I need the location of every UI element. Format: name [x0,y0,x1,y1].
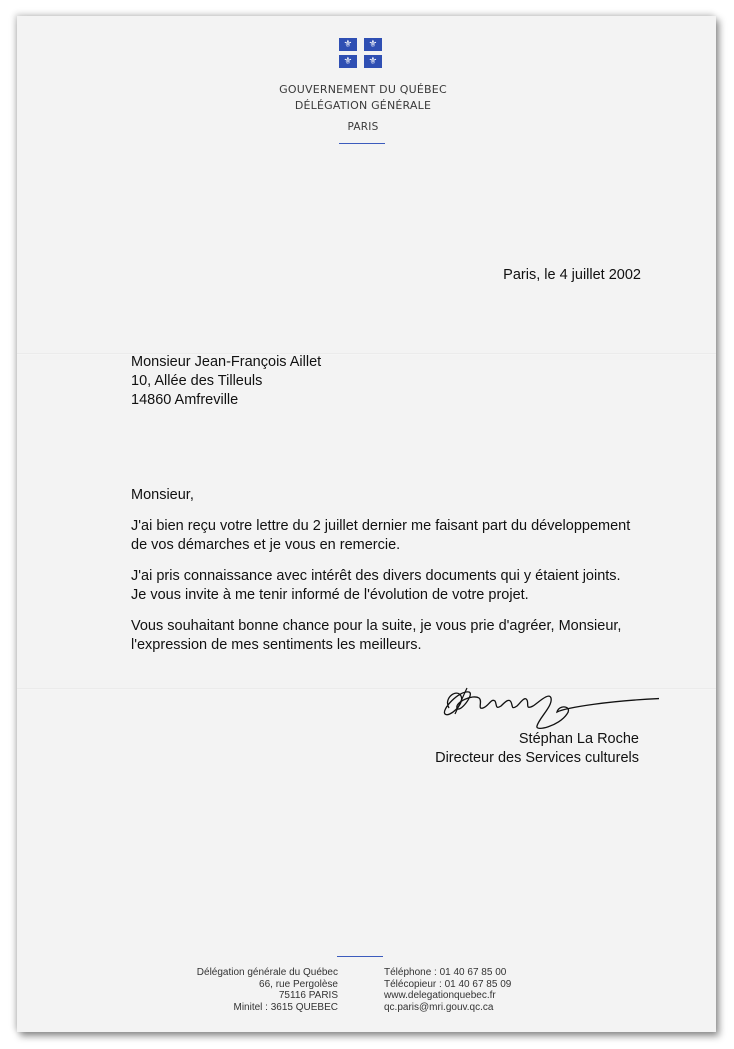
paragraph [131,517,630,555]
signature-block [435,730,639,768]
letter-body [131,486,630,667]
handwritten-signature [439,668,659,730]
signer-title: Directeur des Services culturels [435,750,639,766]
footer-line: 66, rue Pergolèse [259,978,338,990]
line: J'ai bien reçu votre lettre du 2 juillet dernier me faisant part du développement [131,518,631,534]
recipient-name: Monsieur Jean-François Aillet [131,354,322,370]
letterhead-line2: DÉLÉGATION GÉNÉRALE [294,99,432,112]
line: J'ai pris connaissance avec intérêt des divers documents qui y étaient joints. [131,568,621,584]
line: Vous souhaitant bonne chance pour la suite, je vous prie d'agréer, Monsieur, [131,618,622,634]
footer-line: 75116 PARIS [278,990,338,1001]
footer-email: qc.paris@mri.gouv.qc.ca [384,1001,494,1013]
footer-line: Minitel : 3615 QUEBEC [233,1001,338,1013]
salutation: Monsieur, [131,487,194,503]
paragraph [131,567,630,605]
line: l'expression de mes sentiments les meilleurs. [131,637,422,653]
letterhead-line3: PARIS [347,121,379,133]
letterhead-rule [339,143,385,144]
paragraph [131,617,630,655]
footer-contact [384,967,511,1013]
signer-name: Stéphan La Roche [518,731,639,747]
footer-rule [337,956,383,957]
recipient-street: 10, Allée des Tilleuls [131,373,263,389]
letterhead-line1: GOUVERNEMENT DU QUÉBEC [279,83,447,96]
line: de vos démarches et je vous en remercie. [131,537,401,553]
recipient-city: 14860 Amfreville [131,392,239,408]
footer-website: www.delegationquebec.fr [384,990,496,1001]
letter-date: Paris, le 4 juillet 2002 [503,267,641,283]
line: Je vous invite à me tenir informé de l'évolution de votre projet. [131,587,529,603]
footer-line: Délégation générale du Québec [196,967,338,978]
footer-phone: Téléphone : 01 40 67 85 00 [384,967,507,978]
footer-fax: Télécopieur : 01 40 67 85 09 [384,978,512,990]
recipient-address [131,353,321,410]
letter-page [17,16,716,1032]
quebec-flag-fleur-de-lis-icon: ⚜ ⚜ ⚜ ⚜ [339,38,387,72]
paper-fold [17,353,716,355]
footer-address [197,967,338,1013]
